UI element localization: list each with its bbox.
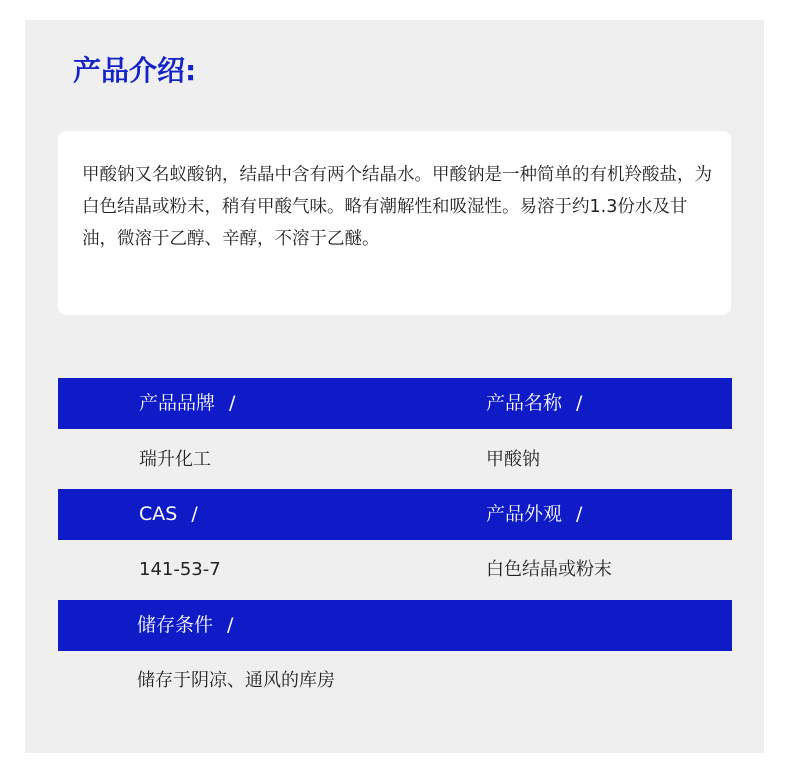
storage-value: 储存于阴凉、通风的库房 [137, 670, 335, 691]
appearance-label: 产品外观 [486, 503, 563, 525]
name-label: 产品名称 [486, 392, 563, 414]
brand-label: 产品品牌 [139, 392, 216, 414]
spec-header-bar-cas-appearance [58, 489, 732, 540]
separator-slash: / [576, 392, 583, 414]
section-title: 产品介绍: [73, 54, 197, 87]
name-label-cell [486, 378, 582, 429]
description-card [58, 131, 731, 315]
name-value: 甲酸钠 [486, 449, 540, 470]
cas-label-cell [139, 489, 198, 540]
separator-slash: / [227, 614, 234, 636]
storage-label-cell [137, 600, 233, 651]
brand-label-cell [139, 378, 235, 429]
product-description: 甲酸钠又名蚁酸钠，结晶中含有两个结晶水。甲酸钠是一种简单的有机羚酸盐，为白色结晶或粉末，稍有甲酸气味。略有潮解性和吸湿性。易溶于约1.3份水及甘油，微溶于乙醇、辛醇，不溶于乙醚。 [82, 165, 712, 249]
separator-slash: / [229, 392, 236, 414]
separator-slash: / [191, 503, 198, 525]
separator-slash: / [576, 503, 583, 525]
brand-value: 瑞升化工 [139, 449, 211, 470]
spec-header-bar-brand-name [58, 378, 732, 429]
appearance-value: 白色结晶或粉末 [486, 559, 612, 580]
cas-label: CAS [139, 503, 178, 525]
spec-header-bar-storage [58, 600, 732, 651]
storage-label: 储存条件 [137, 614, 214, 636]
cas-value: 141-53-7 [139, 559, 221, 580]
appearance-label-cell [486, 489, 582, 540]
